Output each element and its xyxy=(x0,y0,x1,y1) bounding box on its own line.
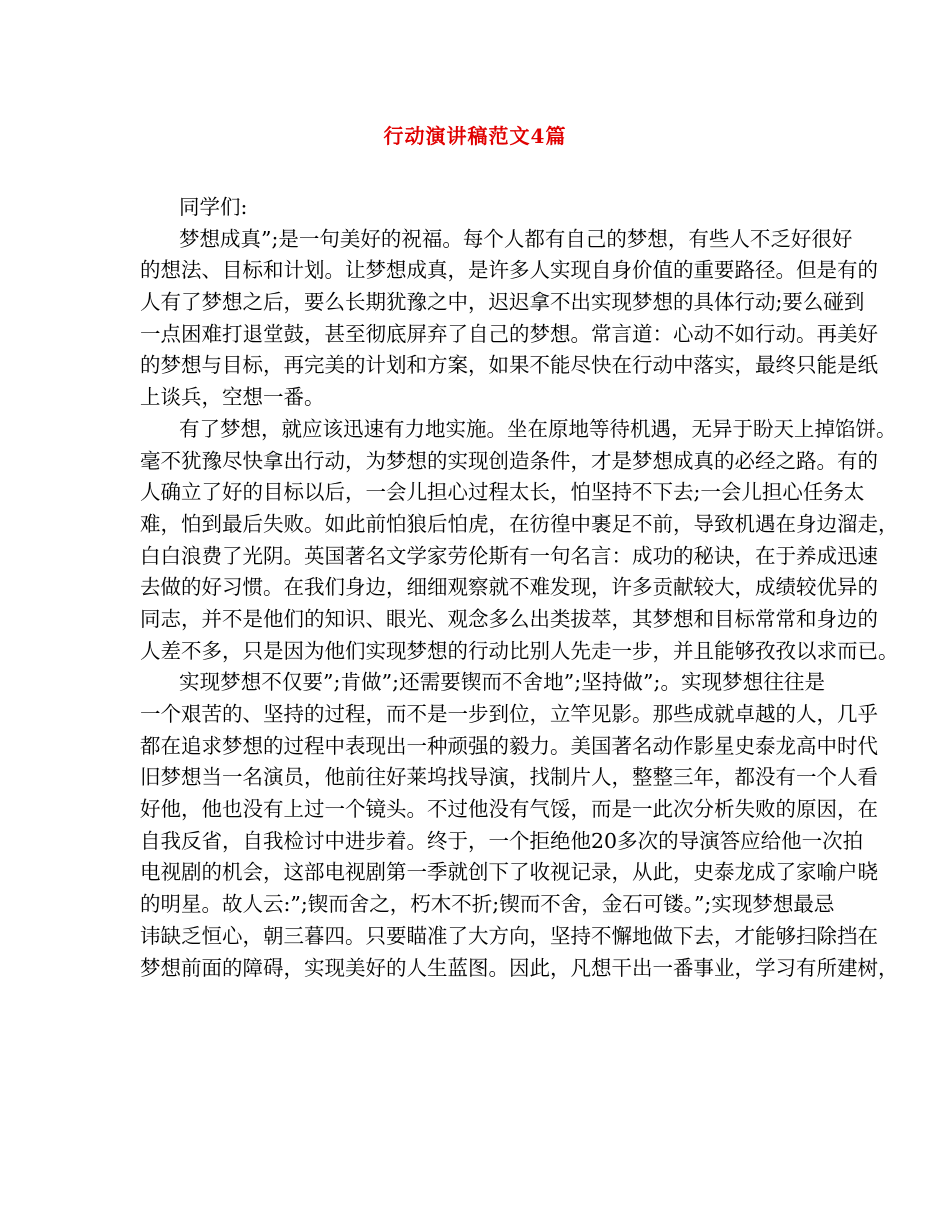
text-line: 都在追求梦想的过程中表现出一种顽强的毅力。美国著名动作影星史泰龙高中时代 xyxy=(140,733,878,758)
text-line: 人有了梦想之后，要么长期犹豫之中，迟迟拿不出实现梦想的具体行动;要么碰到 xyxy=(140,290,865,315)
text-line: 的明星。故人云:”;锲而舍之，朽木不折;锲而不舍，金石可镂。”;实现梦想最忌 xyxy=(140,892,835,917)
text-line: 实现梦想不仅要”;肯做”;还需要锲而不舍地”;坚持做”;。实现梦想往往是 xyxy=(179,670,825,695)
text-line: 梦想前面的障碍，实现美好的人生蓝图。因此，凡想干出一番事业，学习有所建树， xyxy=(140,955,899,980)
text-line: 人差不多，只是因为他们实现梦想的行动比别人先走一步，并且能够孜孜以求而已。 xyxy=(140,638,899,663)
text-line: 一个艰苦的、坚持的过程，而不是一步到位，立竿见影。那些成就卓越的人，几乎 xyxy=(140,702,878,726)
text-line: 的想法、目标和计划。让梦想成真，是许多人实现自身价值的重要路径。但是有的 xyxy=(140,258,878,283)
text-line: 有了梦想，就应该迅速有力地实施。坐在原地等待机遇，无异于盼天上掉馅饼。 xyxy=(179,416,897,441)
text-line: 旧梦想当一名演员，他前往好莱坞找导演，找制片人，整整三年，都没有一个人看 xyxy=(140,765,878,790)
text-line: 的梦想与目标，再完美的计划和方案，如果不能尽快在行动中落实，最终只能是纸 xyxy=(140,353,878,378)
document-title: 行动演讲稿范文4篇 xyxy=(383,124,567,148)
text-line: 毫不犹豫尽快拿出行动，为梦想的实现创造条件，才是梦想成真的必经之路。有的 xyxy=(140,448,878,473)
document-body xyxy=(140,192,899,984)
text-line: 电视剧的机会，这部电视剧第一季就创下了收视记录，从此，史泰龙成了家喻户晓 xyxy=(140,860,878,885)
text-line: 一点困难打退堂鼓，甚至彻底屏弃了自己的梦想。常言道：心动不如行动。再美好 xyxy=(140,321,878,346)
text-line: 自我反省，自我检讨中进步着。终于，一个拒绝他20多次的导演答应给他一次拍 xyxy=(140,828,864,853)
text-line: 白白浪费了光阴。英国著名文学家劳伦斯有一句名言：成功的秘诀，在于养成迅速 xyxy=(140,543,878,568)
text-line: 梦想成真”;是一句美好的祝福。每个人都有自己的梦想，有些人不乏好很好 xyxy=(179,226,853,251)
text-line: 难，怕到最后失败。如此前怕狼后怕虎，在彷徨中裹足不前，导致机遇在身边溜走， xyxy=(140,511,899,536)
text-line: 讳缺乏恒心，朝三暮四。只要瞄准了大方向，坚持不懈地做下去，才能够扫除挡在 xyxy=(140,923,878,948)
text-line: 同志，并不是他们的知识、眼光、观念多么出类拔萃，其梦想和目标常常和身边的 xyxy=(140,606,878,631)
text-line: 人确立了好的目标以后，一会儿担心过程太长，怕坚持不下去;一会儿担心任务太 xyxy=(140,480,865,505)
text-line: 去做的好习惯。在我们身边，细细观察就不难发现，许多贡献较大，成绩较优异的 xyxy=(140,575,878,600)
text-line: 上谈兵，空想一番。 xyxy=(140,385,325,410)
text-line: 好他，他也没有上过一个镜头。不过他没有气馁，而是一此次分析失败的原因，在 xyxy=(140,797,878,822)
text-line: 同学们: xyxy=(179,195,248,219)
